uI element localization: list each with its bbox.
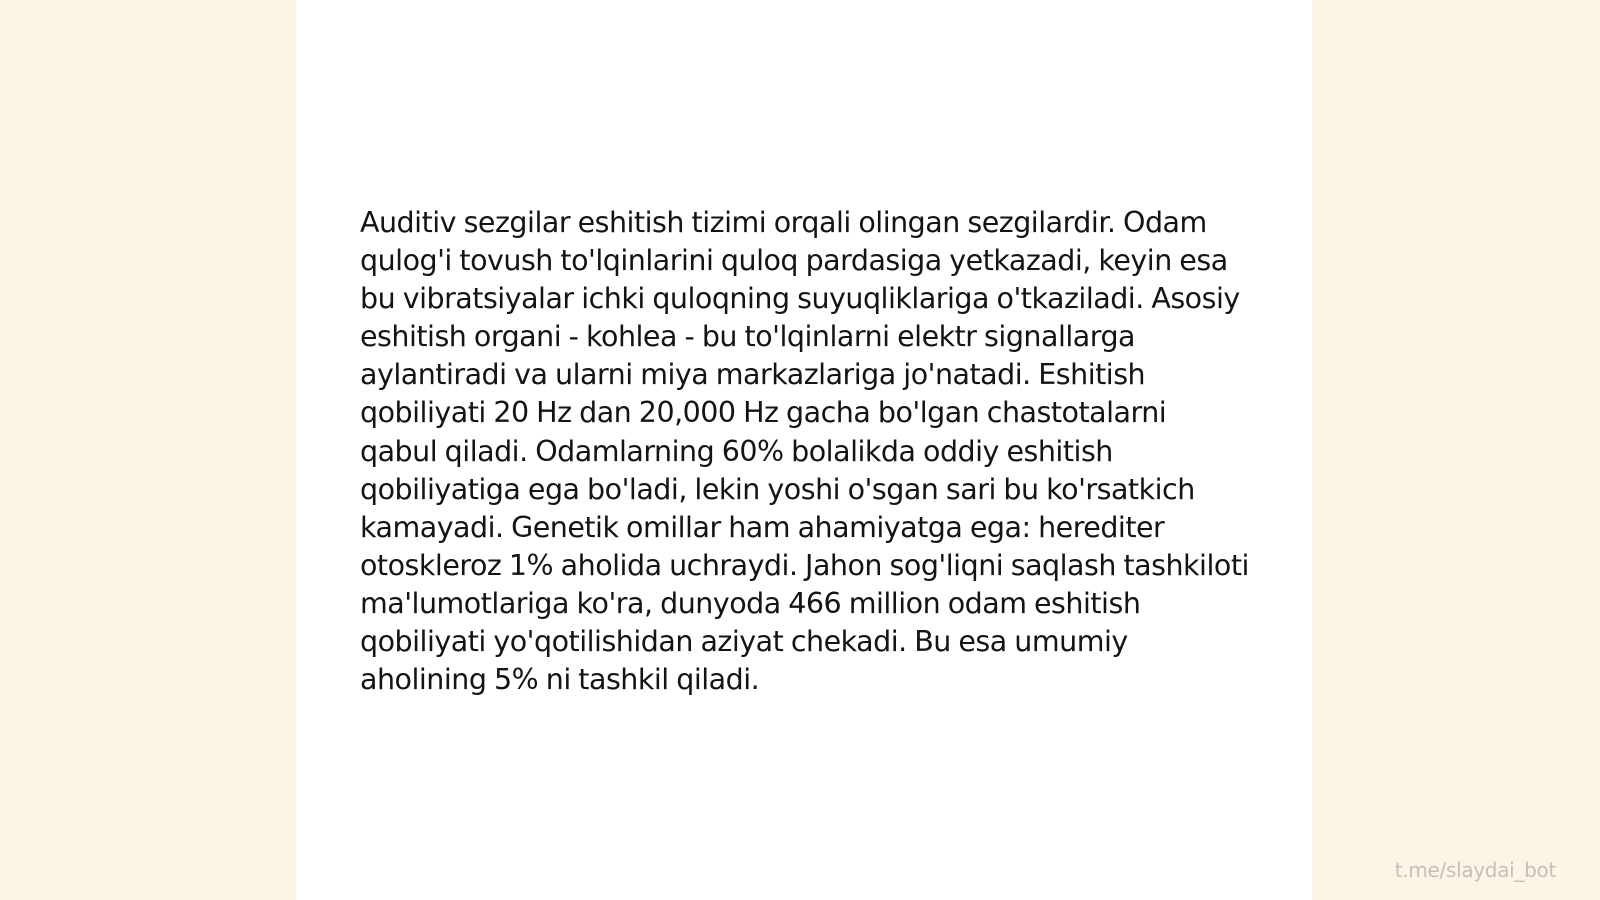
- left-background-margin: [0, 0, 296, 900]
- slide-content-panel: [296, 0, 1312, 900]
- watermark-text: t.me/slaydai_bot: [1394, 858, 1556, 882]
- right-background-margin: [1312, 0, 1600, 900]
- slide-body-paragraph: Auditiv sezgilar eshitish tizimi orqali olingan sezgilardir. Odam qulog'i tovush to'lqinlarini quloq pardasiga yetkazadi, keyin esa bu vibratsiyalar ichki quloqning suyuqliklariga o'tkaziladi. Asosiy eshitish organi - kohlea - bu to'lqinlarni elektr signallarga aylantiradi va ularni miya markazlariga jo'natadi. Eshitish qobiliyati 20 Hz dan 20,000 Hz gacha bo'lgan chastotalarni qabul qiladi. Odamlarning 60% bolalikda oddiy eshitish qobiliyatiga ega bo'ladi, lekin yoshi o'sgan sari bu ko'rsatkich kamayadi. Genetik omillar ham ahamiyatga ega: herediter otoskleroz 1% aholida uchraydi. Jahon sog'liqni saqlash tashkiloti ma'lumotlariga ko'ra, dunyoda 466 million odam eshitish qobiliyati yo'qotilishidan aziyat chekadi. Bu esa umumiy aholining 5% ni tashkil qiladi.: [360, 206, 1249, 697]
